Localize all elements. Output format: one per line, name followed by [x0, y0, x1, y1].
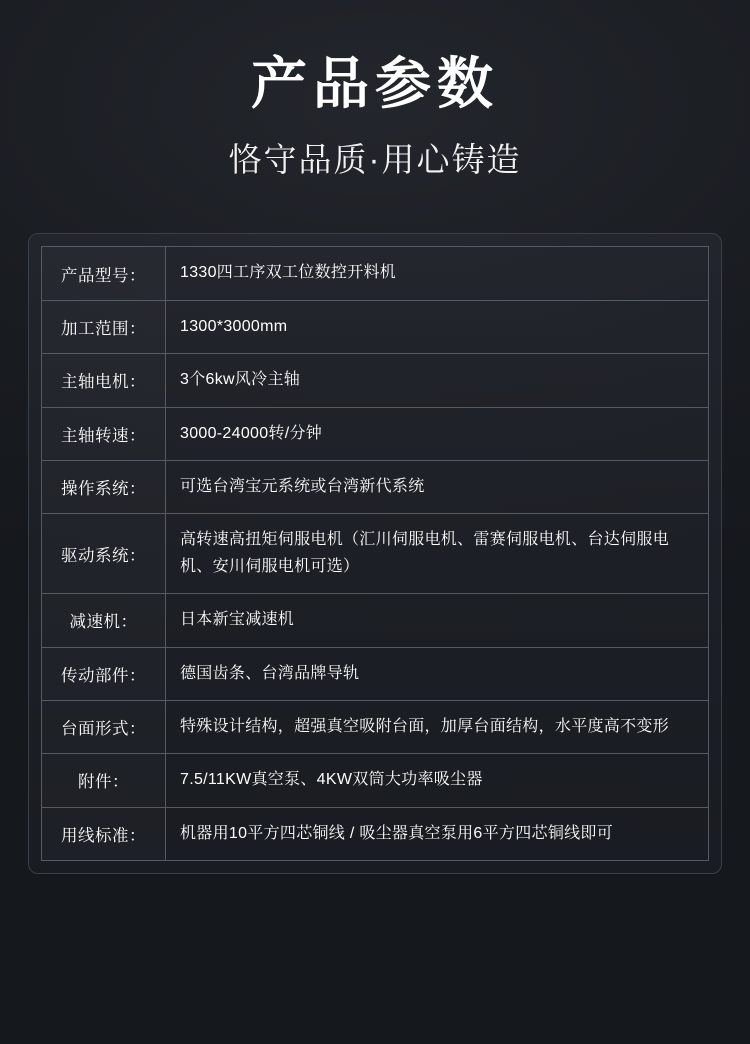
spec-key: 产品型号： [42, 247, 166, 300]
spec-key: 操作系统： [42, 460, 166, 513]
table-row [42, 700, 709, 753]
page-header [0, 0, 750, 181]
spec-key: 减速机： [42, 594, 166, 647]
spec-value: 日本新宝减速机 [166, 594, 709, 647]
spec-value: 7.5/11KW真空泵、4KW双筒大功率吸尘器 [166, 754, 709, 807]
table-row [42, 354, 709, 407]
table-row [42, 407, 709, 460]
page-title: 产品参数 [251, 52, 499, 115]
spec-key: 用线标准： [42, 807, 166, 860]
spec-value: 机器用10平方四芯铜线 / 吸尘器真空泵用6平方四芯铜线即可 [166, 807, 709, 860]
table-row [42, 754, 709, 807]
spec-key: 主轴转速： [42, 407, 166, 460]
spec-table [41, 246, 709, 861]
table-row [42, 460, 709, 513]
table-row [42, 594, 709, 647]
spec-key: 驱动系统： [42, 514, 166, 594]
table-row [42, 514, 709, 594]
spec-key: 加工范围： [42, 300, 166, 353]
spec-value: 3000-24000转/分钟 [166, 407, 709, 460]
spec-key: 附件： [42, 754, 166, 807]
spec-value: 高转速高扭矩伺服电机（汇川伺服电机、雷赛伺服电机、台达伺服电机、安川伺服电机可选） [166, 514, 709, 594]
spec-table-body [42, 247, 709, 861]
spec-value: 可选台湾宝元系统或台湾新代系统 [166, 460, 709, 513]
spec-value: 1300*3000mm [166, 300, 709, 353]
spec-table-container [28, 233, 722, 874]
table-row [42, 300, 709, 353]
spec-key: 主轴电机： [42, 354, 166, 407]
table-row [42, 647, 709, 700]
spec-key: 台面形式： [42, 700, 166, 753]
spec-key: 传动部件： [42, 647, 166, 700]
table-row [42, 807, 709, 860]
spec-value: 1330四工序双工位数控开料机 [166, 247, 709, 300]
spec-value: 3个6kw风冷主轴 [166, 354, 709, 407]
page-subtitle: 恪守品质·用心铸造 [228, 141, 522, 179]
spec-value: 德国齿条、台湾品牌导轨 [166, 647, 709, 700]
spec-value: 特殊设计结构，超强真空吸附台面，加厚台面结构，水平度高不变形 [166, 700, 709, 753]
table-row [42, 247, 709, 300]
